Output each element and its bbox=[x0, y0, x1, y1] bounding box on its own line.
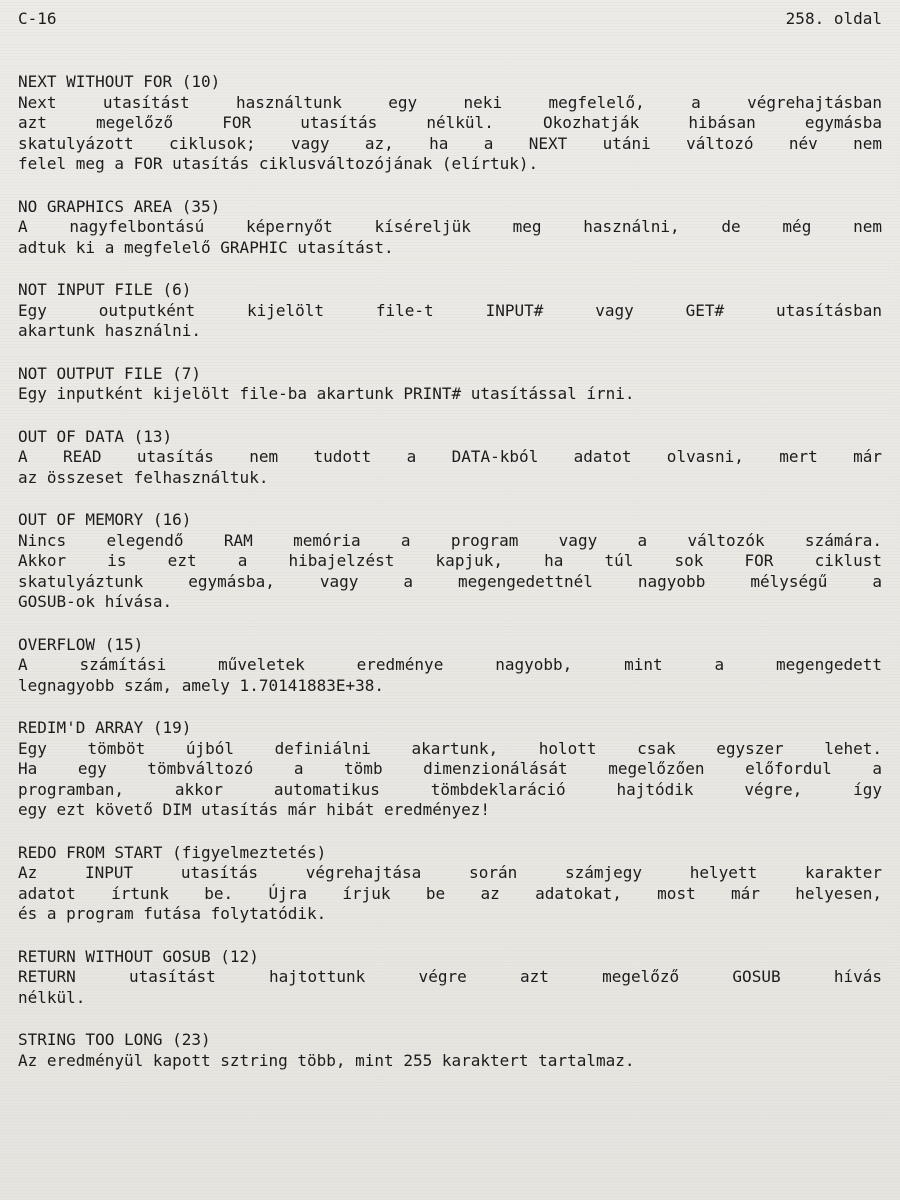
error-title: REDIM'D ARRAY (19) bbox=[18, 718, 192, 737]
section-code: C-16 bbox=[18, 9, 57, 28]
description-line: RETURN utasítást hajtottunk végre azt megelőző GOSUB hívás bbox=[18, 967, 882, 986]
error-title: OUT OF DATA (13) bbox=[18, 426, 173, 446]
page-number: 258. oldal bbox=[785, 9, 882, 28]
description-line: egy ezt követő DIM utasítás már hibát eredményez! bbox=[18, 800, 491, 819]
description-line: GOSUB-ok hívása. bbox=[18, 592, 173, 611]
description-line: Egy tömböt újból definiálni akartunk, holott csak egyszer lehet. bbox=[18, 738, 882, 758]
error-description bbox=[18, 301, 882, 342]
error-title: REDO FROM START (figyelmeztetés) bbox=[18, 842, 327, 862]
error-entry bbox=[18, 1030, 882, 1071]
description-line: Egy inputként kijelölt file-ba akartunk PRINT# utasítással írni. bbox=[18, 384, 635, 403]
error-entry bbox=[18, 635, 882, 697]
description-line: Az INPUT utasítás végrehajtása során számjegy helyett karakter bbox=[18, 863, 882, 882]
description-line: azt megelőző FOR utasítás nélkül. Okozhatják hibásan egymásba bbox=[18, 113, 882, 132]
error-entry bbox=[18, 427, 882, 489]
description-line: programban, akkor automatikus tömbdeklaráció hajtódik végre, így bbox=[18, 779, 882, 799]
error-entry bbox=[18, 72, 882, 175]
error-description bbox=[18, 655, 882, 696]
description-line: nélkül. bbox=[18, 987, 86, 1007]
error-title: OUT OF MEMORY (16) bbox=[18, 510, 192, 529]
error-entry bbox=[18, 280, 882, 342]
error-title: NOT OUTPUT FILE (7) bbox=[18, 363, 202, 383]
description-line: Akkor is ezt a hibajelzést kapjuk, ha túl sok FOR ciklust bbox=[18, 551, 882, 570]
description-line: adatot írtunk be. Újra írjuk be az adatokat, most már helyesen, bbox=[18, 883, 882, 903]
description-line: Next utasítást használtunk egy neki megfelelő, a végrehajtásban bbox=[18, 92, 882, 112]
description-line: A nagyfelbontású képernyőt kíséreljük meg használni, de még nem bbox=[18, 217, 882, 236]
error-description bbox=[18, 384, 882, 405]
error-title: NO GRAPHICS AREA (35) bbox=[18, 196, 221, 216]
error-description bbox=[18, 739, 882, 821]
error-title: STRING TOO LONG (23) bbox=[18, 1030, 211, 1049]
error-entry bbox=[18, 510, 882, 613]
error-description bbox=[18, 447, 882, 488]
description-line: akartunk használni. bbox=[18, 321, 202, 340]
error-description bbox=[18, 217, 882, 258]
description-line: az összeset felhasználtuk. bbox=[18, 467, 269, 487]
error-entry bbox=[18, 947, 882, 1009]
error-entry bbox=[18, 843, 882, 925]
description-line: Nincs elegendő RAM memória a program vagy a változók számára. bbox=[18, 530, 882, 550]
error-description bbox=[18, 863, 882, 925]
error-title: OVERFLOW (15) bbox=[18, 634, 144, 654]
description-line: Ha egy tömbváltozó a tömb dimenzionálását megelőzően előfordul a bbox=[18, 759, 882, 778]
page-header bbox=[18, 8, 882, 30]
error-description bbox=[18, 1051, 882, 1072]
error-description bbox=[18, 967, 882, 1008]
error-message-list bbox=[18, 72, 882, 1093]
description-line: skatulyázott ciklusok; vagy az, ha a NEXT utáni változó név nem bbox=[18, 133, 882, 153]
description-line: A READ utasítás nem tudott a DATA-kból adatot olvasni, mert már bbox=[18, 447, 882, 466]
description-line: Egy outputként kijelölt file-t INPUT# vagy GET# utasításban bbox=[18, 300, 882, 320]
error-entry bbox=[18, 364, 882, 405]
error-description bbox=[18, 93, 882, 175]
error-description bbox=[18, 531, 882, 613]
description-line: adtuk ki a megfelelő GRAPHIC utasítást. bbox=[18, 237, 394, 257]
description-line: skatulyáztunk egymásba, vagy a megengedettnél nagyobb mélységű a bbox=[18, 571, 882, 591]
description-line: és a program futása folytatódik. bbox=[18, 904, 327, 923]
error-title: NOT INPUT FILE (6) bbox=[18, 280, 192, 299]
error-title: NEXT WITHOUT FOR (10) bbox=[18, 72, 221, 91]
error-entry bbox=[18, 718, 882, 821]
description-line: felel meg a FOR utasítás ciklusváltozójának (elírtuk). bbox=[18, 154, 539, 173]
error-title: RETURN WITHOUT GOSUB (12) bbox=[18, 946, 259, 966]
description-line: Az eredményül kapott sztring több, mint 255 karaktert tartalmaz. bbox=[18, 1050, 635, 1070]
error-entry bbox=[18, 197, 882, 259]
description-line: legnagyobb szám, amely 1.70141883E+38. bbox=[18, 675, 385, 695]
description-line: A számítási műveletek eredménye nagyobb, mint a megengedett bbox=[18, 655, 882, 674]
